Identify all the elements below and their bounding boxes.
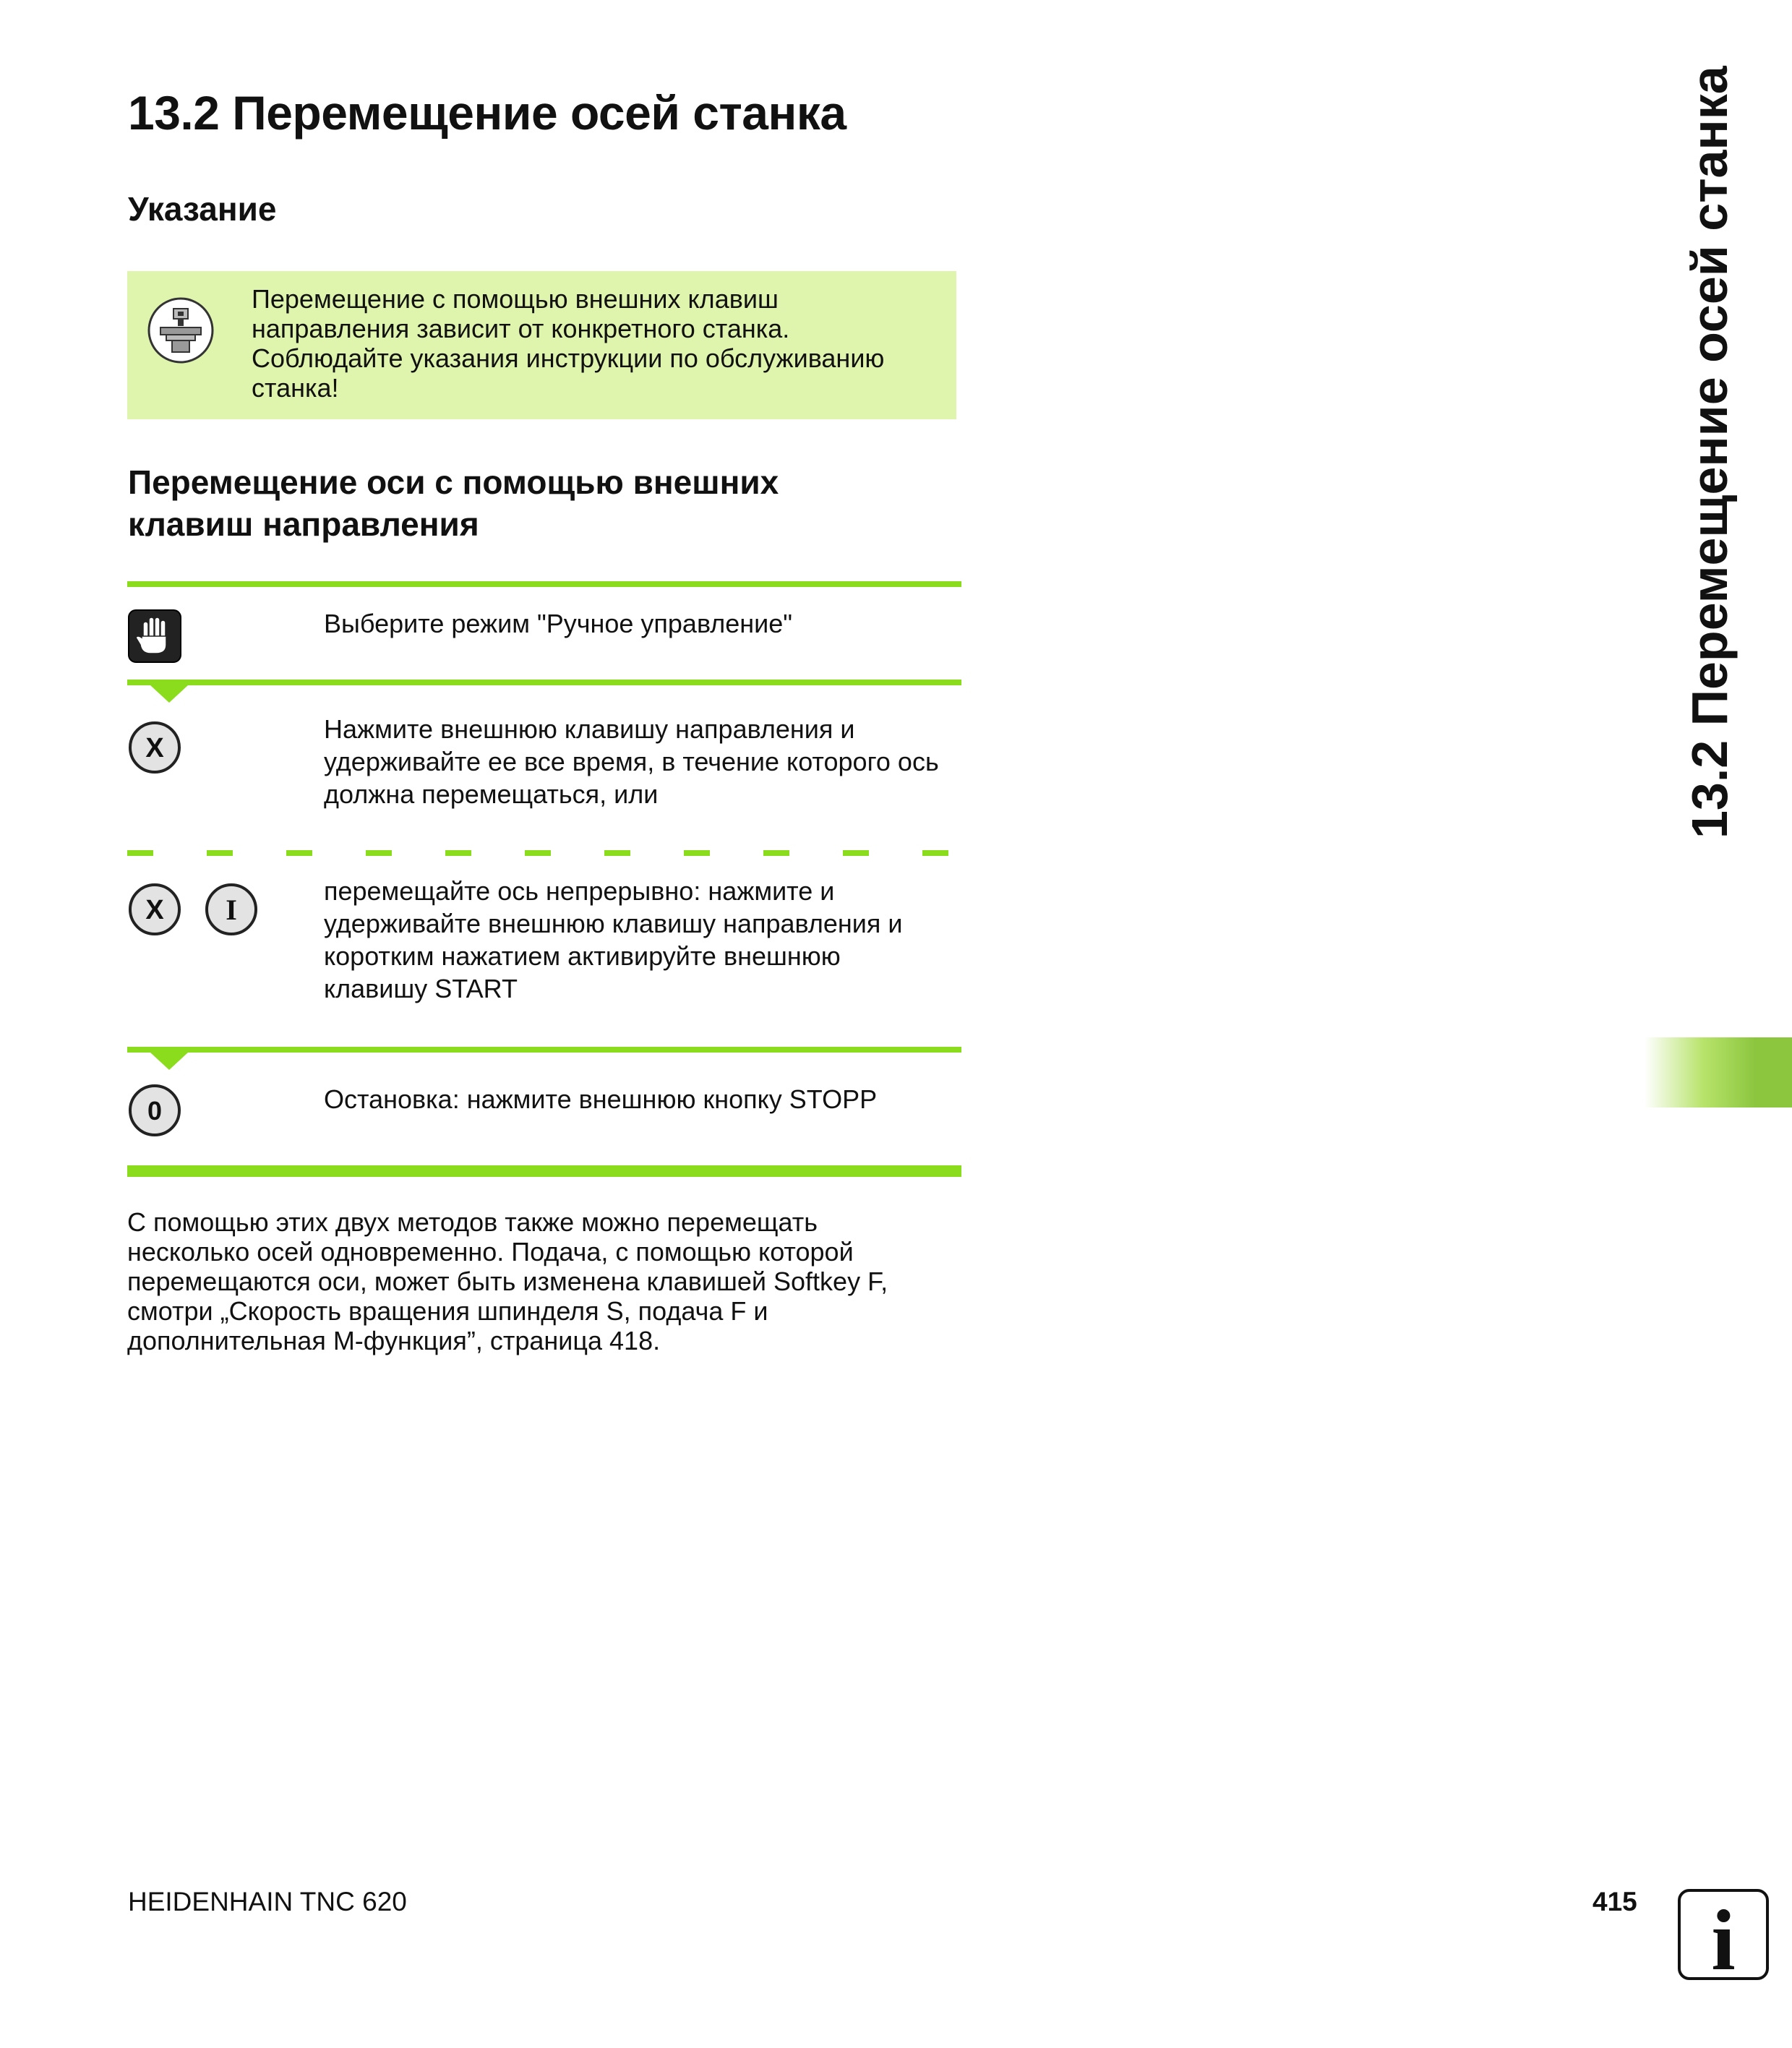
info-icon bbox=[1677, 1888, 1770, 1981]
side-chapter-title: 13.2 Перемещение осей станка bbox=[1681, 66, 1738, 839]
section-heading-line2: клавиш направления bbox=[128, 505, 479, 543]
stop-0-key[interactable] bbox=[127, 1083, 182, 1138]
hand-mode-key-icon[interactable] bbox=[127, 609, 182, 664]
section-heading bbox=[128, 461, 779, 545]
side-chapter-tab bbox=[1645, 1037, 1792, 1107]
info-icon-letter: i bbox=[1711, 1892, 1736, 1981]
x-axis-key-label: X bbox=[145, 733, 164, 763]
footer-page-number: 415 bbox=[1592, 1887, 1637, 1916]
stop-0-key-label: 0 bbox=[147, 1096, 163, 1126]
step-4-text: Остановка: нажмите внешнюю кнопку STOPP bbox=[324, 1084, 878, 1114]
footer-product-name: HEIDENHAIN TNC 620 bbox=[128, 1887, 407, 1916]
x-axis-key-continuous[interactable] bbox=[127, 882, 182, 937]
step-1-text: Выберите режим "Ручное управление" bbox=[324, 609, 793, 638]
machine-tool-icon bbox=[146, 296, 215, 365]
x-axis-key-continuous-label: X bbox=[145, 895, 164, 925]
section-heading-line1: Перемещение оси с помощью внешних bbox=[128, 463, 779, 501]
page-title: 13.2 Перемещение осей станка bbox=[128, 86, 846, 140]
start-i-key[interactable] bbox=[204, 882, 259, 937]
x-axis-key[interactable] bbox=[127, 720, 182, 775]
start-i-key-label: I bbox=[226, 894, 237, 926]
step-3-text: перемещайте ось непрерывно: нажмите и удерживайте внешнюю клавишу направления и коротким нажатием активируйте внешнюю клавишу START bbox=[324, 876, 903, 1003]
step-table bbox=[127, 578, 961, 1181]
step-2-text: Нажмите внешнюю клавишу направления и удерживайте ее все время, в течение которого ось должна перемещаться, или bbox=[324, 714, 939, 809]
note-heading: Указание bbox=[128, 190, 277, 228]
after-text: С помощью этих двух методов также можно перемещать несколько осей одновременно. Подача, с помощью которой перемещаются оси, может быть изменена клавишей Softkey F, смотри „Скорость вращения шпинделя S, подача F и дополнительная M-функция”, страница 418. bbox=[127, 1207, 888, 1355]
note-text: Перемещение с помощью внешних клавиш направления зависит от конкретного станка. Соблюдайте указания инструкции по обслуживанию станка! bbox=[252, 284, 885, 403]
